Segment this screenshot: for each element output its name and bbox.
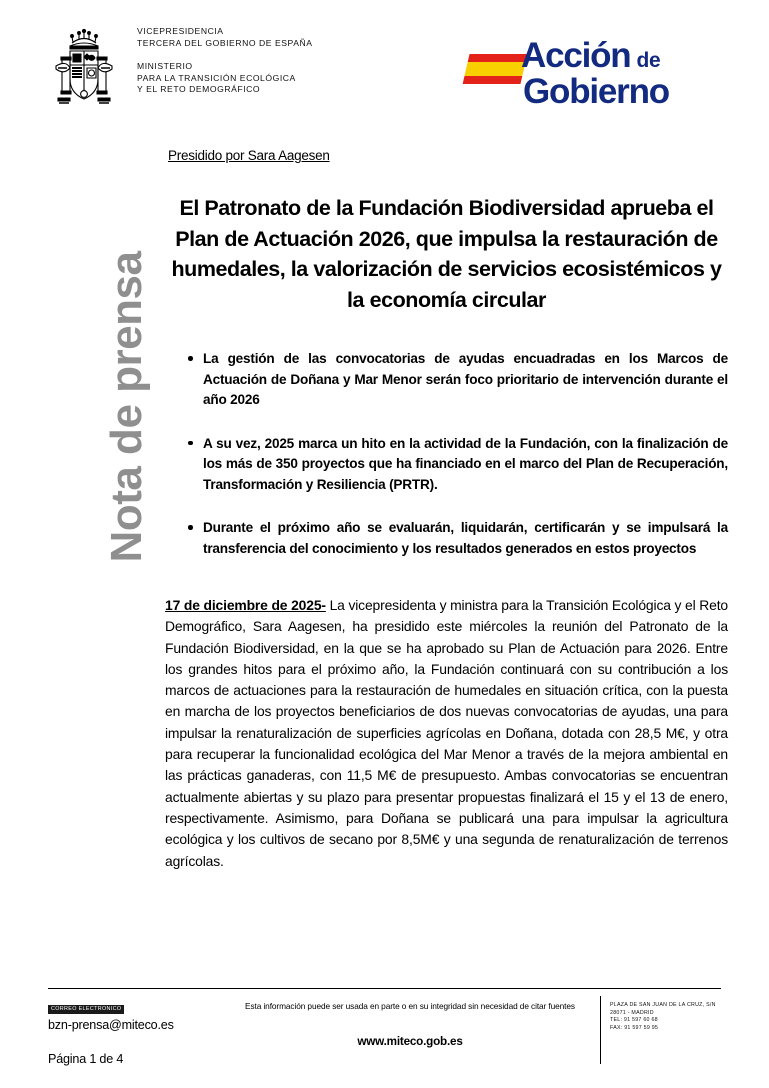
accion-de-gobierno-logo [466, 30, 721, 112]
document-footer [0, 988, 769, 1088]
spanish-coat-of-arms-icon [48, 28, 120, 114]
address-fax: FAX: 91 597 59 95 [610, 1024, 659, 1031]
address-phone: TEL: 91 597 60 68 [610, 1017, 658, 1024]
page-title: El Patronato de la Fundación Biodiversidad aprueba el Plan de Actuación 2026, que impulsa la restauración de humedales, la valorización de servicios ecosistémicos y la economía circular [171, 196, 722, 312]
logo-word-gobierno: Gobierno [523, 72, 669, 111]
ministry-line-1: VICEPRESIDENCIA [137, 26, 224, 36]
footer-vertical-divider [600, 996, 601, 1064]
document-header [0, 22, 769, 122]
footer-address-block [610, 1002, 735, 1032]
list-item-text: Durante el próximo año se evaluarán, liquidarán, certificarán y se impulsará la transferencia del conocimiento y los resultados generados en estos proyectos [203, 520, 728, 556]
ministry-line-2: TERCERA DEL GOBIERNO DE ESPAÑA [137, 37, 313, 48]
website-url[interactable]: www.miteco.gob.es [357, 1035, 463, 1048]
footer-contact-block [48, 997, 223, 1066]
list-item [165, 518, 728, 559]
list-item [165, 349, 728, 411]
list-item [165, 434, 728, 496]
ministry-identity-block [137, 26, 313, 96]
ministry-line-5: Y EL RETO DEMOGRÁFICO [137, 84, 261, 95]
logo-word-accion: Acción [521, 36, 631, 75]
email-label-badge: CORREO ELECTRONICO [48, 1005, 124, 1014]
highlights-list [165, 349, 728, 559]
footer-divider-line [48, 988, 721, 989]
dateline: 17 de diciembre de 2025- [165, 597, 326, 613]
usage-disclaimer: Esta información puede ser usada en parte o en su integridad sin necesidad de citar fuentes [245, 1001, 575, 1011]
list-item-text: La gestión de las convocatorias de ayudas encuadradas en los Marcos de Actuación de Doñana y Mar Menor serán foco prioritario de intervención durante el año 2026 [203, 351, 728, 407]
body-paragraph [165, 595, 728, 872]
email-address[interactable]: bzn-prensa@miteco.es [48, 1018, 174, 1032]
body-text: La vicepresidenta y ministra para la Transición Ecológica y el Reto Demográfico, Sara Aagesen, ha presidido este miércoles la reunión del Patronato de la Fundación Biodiversidad, en la que se ha aprobado su Plan de Actuación para 2026. Entre los grandes hitos para el próximo año, la Fundación continuará con su contribución a los marcos de actuaciones para la restauración de humedales en situación crítica, con la puesta en marcha de los proyectos beneficiarios de dos nuevas convocatorias de ayudas, una para impulsar la renaturalización de superficies agrícolas en Doñana, dotada con 28,5 M€, y otra para recuperar la funcionalidad ecológica del Mar Menor a través de la mejora ambiental en las prácticas ganaderas, con 11,5 M€ de presupuesto. Ambas convocatorias se encuentran actualmente abiertas y su plazo para presentar propuestas finalizará el 15 y el 13 de enero, respectivamente. Asimismo, para Doñana se publicará una para impulsar la agricultura ecológica y los cultivos de secano por 8,5M€ y una segunda de renaturalización de terrenos agrícolas. [165, 597, 728, 869]
address-line-1: PLAZA DE SAN JUAN DE LA CRUZ, S/N [610, 1002, 716, 1008]
spain-flag-icon [463, 54, 528, 84]
footer-center-block [225, 1000, 595, 1048]
logo-word-de: de [636, 49, 661, 72]
bullet-dot-icon [188, 441, 193, 446]
kicker-line: Presidido por Sara Aagesen [168, 148, 330, 163]
bullet-dot-icon [188, 525, 193, 530]
list-item-text: A su vez, 2025 marca un hito en la actividad de la Fundación, con la finalización de los más de 350 proyectos que ha financiado en el marco del Plan de Recuperación, Transformación y Resiliencia (PRTR). [203, 435, 728, 492]
ministry-line-3: MINISTERIO [137, 61, 193, 72]
vertical-document-type-label: Nota de prensa [102, 251, 151, 563]
ministry-line-4: PARA LA TRANSICIÓN ECOLÓGICA [137, 72, 296, 83]
page-number: Página 1 de 4 [48, 1052, 124, 1066]
bullet-dot-icon [188, 356, 193, 361]
press-release-content [165, 148, 728, 872]
address-line-2: 28071 - MADRID [610, 1009, 654, 1016]
